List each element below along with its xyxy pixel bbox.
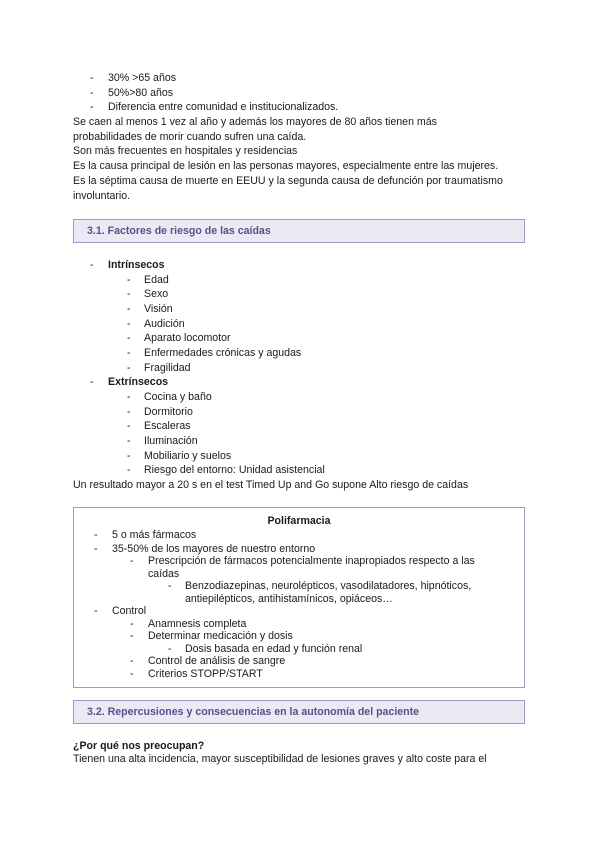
bullet-dash: - [127,288,131,300]
list-item: Anamnesis completa [148,618,247,630]
bullet-dash: - [90,259,94,271]
question-heading: ¿Por qué nos preocupan? [73,740,205,752]
bullet-dash: - [127,274,131,286]
polifarmacia-title: Polifarmacia [267,515,331,527]
list-item: Control [112,605,147,617]
section-title: 3.1. Factores de riesgo de las caídas [87,225,271,237]
bullet-dash: - [127,406,131,418]
bullet-dash: - [127,435,131,447]
bullet-dash: - [94,605,98,617]
bullet-dash: - [127,450,131,462]
list-item: Escaleras [144,420,191,432]
list-item: Dormitorio [144,406,193,418]
list-item: Visión [144,303,173,315]
bullet-dash: - [130,618,134,630]
bullet-dash: - [130,668,134,680]
bullet-dash: - [127,464,131,476]
list-item: Aparato locomotor [144,332,231,344]
section-title: 3.2. Repercusiones y consecuencias en la autonomía del paciente [87,706,420,718]
bullet-dash: - [168,643,172,655]
bullet-dash: - [127,347,131,359]
bullet-dash: - [94,529,98,541]
paragraph-line: Son más frecuentes en hospitales y residencias [73,145,298,157]
bullet-dash: - [90,101,94,113]
section-header-consequences [73,700,525,724]
list-item: Prescripción de fármacos potencialmente inapropiados respecto a las [148,555,475,567]
intrinsic-label: Intrínsecos [108,259,165,271]
bullet-dash: - [130,655,134,667]
list-item: Sexo [144,288,169,300]
list-item: Audición [144,318,185,330]
list-item: Diferencia entre comunidad e institucionalizados. [108,101,339,113]
bullet-dash: - [90,87,94,99]
list-item: Control de análisis de sangre [148,655,286,667]
list-item: Dosis basada en edad y función renal [185,643,363,655]
list-item-continuation: caídas [148,568,180,580]
list-item: Fragilidad [144,362,191,374]
list-item: Cocina y baño [144,391,212,403]
list-item: Iluminación [144,435,198,447]
bullet-dash: - [127,332,131,344]
list-item: 35-50% de los mayores de nuestro entorno [112,543,316,555]
list-item: 50%>80 años [108,87,174,99]
paragraph-line: Tienen una alta incidencia, mayor susceptibilidad de lesiones graves y alto coste para el [73,753,487,765]
bullet-dash: - [130,555,134,567]
bullet-dash: - [127,391,131,403]
paragraph-line: involuntario. [73,190,131,202]
timed-up-go-note: Un resultado mayor a 20 s en el test Timed Up and Go supone Alto riesgo de caídas [73,479,469,491]
bullet-dash: - [127,420,131,432]
list-item-continuation: antiepilépticos, antihistamínicos, opiáceos… [185,593,393,605]
bullet-dash: - [94,543,98,555]
extrinsic-label: Extrínsecos [108,376,169,388]
list-item: Benzodiazepinas, neurolépticos, vasodilatadores, hipnóticos, [185,580,472,592]
list-item: Mobiliario y suelos [144,450,232,462]
paragraph-line: Es la séptima causa de muerte en EEUU y la segunda causa de defunción por traumatismo [73,175,503,187]
list-item: Determinar medicación y dosis [148,630,293,642]
list-item: Riesgo del entorno: Unidad asistencial [144,464,325,476]
bullet-dash: - [130,630,134,642]
bullet-dash: - [127,318,131,330]
bullet-dash: - [127,303,131,315]
list-item: 5 o más fármacos [112,529,197,541]
paragraph-line: Se caen al menos 1 vez al año y además los mayores de 80 años tienen más [73,116,437,128]
bullet-dash: - [168,580,172,592]
section-header-risk-factors [73,219,525,243]
bullet-dash: - [90,376,94,388]
list-item: 30% >65 años [108,72,177,84]
list-item: Enfermedades crónicas y agudas [144,347,302,359]
paragraph-line: probabilidades de morir cuando sufren una caída. [73,131,307,143]
bullet-dash: - [90,72,94,84]
list-item: Criterios STOPP/START [148,668,263,680]
list-item: Edad [144,274,169,286]
bullet-dash: - [127,362,131,374]
paragraph-line: Es la causa principal de lesión en las personas mayores, especialmente entre las mujeres. [73,160,499,172]
polifarmacia-box [73,507,525,688]
